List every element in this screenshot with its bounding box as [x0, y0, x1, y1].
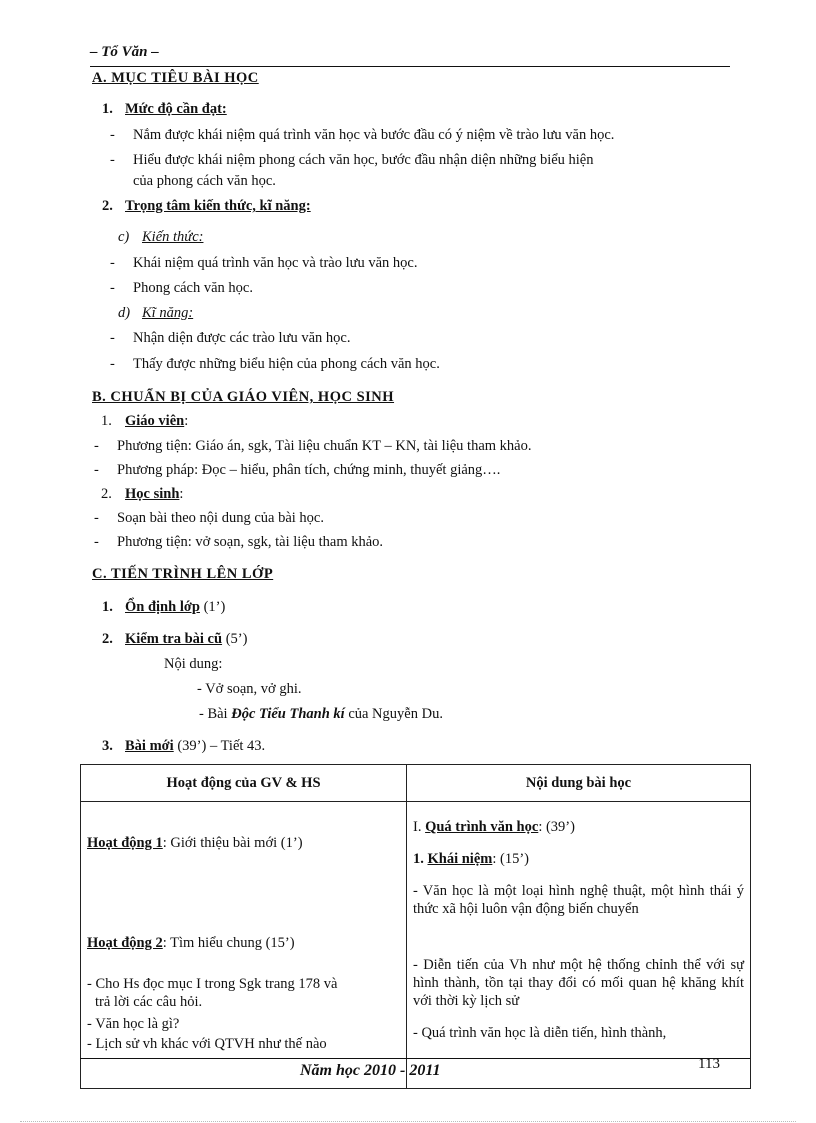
activity-1-label: Hoạt động 1	[87, 835, 163, 851]
section-c-title: C. TIẾN TRÌNH LÊN LỚP	[92, 566, 274, 582]
b-item2-label-wrap	[125, 486, 183, 503]
bullet-dash: -	[110, 330, 115, 346]
c-item2-num: 2.	[102, 631, 113, 647]
c-item3-label: Bài mới	[125, 738, 174, 754]
c-label: Kiến thức:	[142, 229, 204, 245]
content-heading-1-label: Quá trình văn học	[425, 819, 539, 835]
activity-line: trả lời các câu hỏi.	[95, 994, 203, 1010]
b-item1-bullet: Phương pháp: Đọc – hiểu, phân tích, chứng minh, thuyết giảng….	[117, 462, 501, 478]
table-header-content: Nội dung bài học	[407, 765, 751, 802]
content-heading-1-time: : (39’)	[538, 819, 575, 835]
bullet-dash: -	[94, 534, 99, 550]
c-item3-num: 3.	[102, 738, 113, 754]
a-item1-bullet: Nắm được khái niệm quá trình văn học và bước đầu có ý niệm về trào lưu văn học.	[133, 127, 615, 143]
content-paragraph: - Diễn tiến của Vh như một hệ thống chỉnh thể với sự hình thành, tồn tại thay đổi có mối quan hệ khăng khít với thời kỳ lịch sử	[413, 957, 744, 1009]
d-label: Kĩ năng:	[142, 305, 194, 321]
b-item1-colon: :	[184, 413, 189, 429]
bullet-dash: -	[110, 152, 115, 168]
b-item1-bullet: Phương tiện: Giáo án, sgk, Tài liệu chuẩn KT – KN, tài liệu tham khảo.	[117, 438, 532, 454]
activity-line: - Văn học là gì?	[87, 1016, 180, 1032]
section-a-title: A. MỤC TIÊU BÀI HỌC	[92, 70, 259, 86]
content-line-2-pre: - Bài	[199, 706, 232, 722]
content-heading-2-time: : (15’)	[492, 851, 529, 867]
activity-1	[87, 834, 400, 852]
a-item2-label: Trọng tâm kiến thức, kĩ năng:	[125, 198, 311, 214]
lesson-table	[80, 764, 751, 1089]
header-rule	[90, 66, 730, 67]
bullet-dash: -	[110, 280, 115, 296]
table-row	[81, 802, 751, 1089]
content-paragraph: - Quá trình văn học là diễn tiến, hình thành,	[413, 1025, 667, 1041]
content-paragraph: - Văn học là một loại hình nghệ thuật, một hình thái ý thức xã hội luôn vận động biến chuyển	[413, 883, 744, 917]
content-heading-1-num: I.	[413, 819, 426, 835]
activity-2	[87, 934, 400, 952]
bullet-dash: -	[110, 356, 115, 372]
d-bullet: Nhận diện được các trào lưu văn học.	[133, 330, 351, 346]
b-item2-bullet: Phương tiện: vở soạn, sgk, tài liệu tham khảo.	[117, 534, 384, 550]
b-item2-num: 2.	[101, 486, 112, 502]
activity-2-text: : Tìm hiểu chung (15’)	[162, 935, 295, 951]
c-item1-label: Ổn định lớp	[125, 599, 200, 615]
bullet-dash: -	[110, 127, 115, 143]
b-item2-label: Học sinh	[125, 486, 180, 502]
b-item1-label: Giáo viên	[125, 413, 185, 429]
content-label: Nội dung:	[164, 656, 223, 672]
content-heading-2-label: Khái niệm	[427, 851, 493, 867]
section-b-title: B. CHUẨN BỊ CỦA GIÁO VIÊN, HỌC SINH	[92, 389, 395, 405]
d-bullet: Thấy được những biểu hiện của phong cách văn học.	[133, 356, 440, 372]
page-number: 113	[698, 1056, 720, 1072]
c-item2-time: (5’)	[222, 631, 248, 647]
b-item2-bullet: Soạn bài theo nội dung của bài học.	[117, 510, 324, 526]
content-heading-1	[413, 818, 744, 836]
activity-line: - Lịch sử vh khác với QTVH như thế nào	[87, 1036, 327, 1052]
b-item1-label-wrap	[125, 413, 188, 430]
footer-school-year: Năm học 2010 - 2011	[300, 1062, 441, 1079]
activity-cell	[81, 802, 407, 1089]
bullet-dash: -	[110, 255, 115, 271]
activity-1-text: : Giới thiệu bài mới (1’)	[162, 835, 303, 851]
c-item2-wrap	[125, 631, 247, 648]
b-item2-colon: :	[179, 486, 184, 502]
c-item3-wrap	[125, 738, 265, 755]
bullet-dash: -	[94, 438, 99, 454]
page-edge-dots	[20, 1121, 796, 1122]
bullet-dash: -	[94, 510, 99, 526]
c-item1-wrap	[125, 599, 225, 616]
a-item2-num: 2.	[102, 198, 113, 214]
a-item1-bullet-cont: của phong cách văn học.	[133, 173, 276, 189]
footer-rule	[80, 1058, 750, 1059]
c-item2-label: Kiểm tra bài cũ	[125, 631, 223, 647]
table-header-activity: Hoạt động của GV & HS	[81, 765, 407, 802]
content-cell	[407, 802, 751, 1089]
activity-line: - Cho Hs đọc mục I trong Sgk trang 178 và	[87, 976, 338, 992]
c-item3-time: (39’) – Tiết 43.	[173, 738, 266, 754]
content-line-1: - Vở soạn, vở ghi.	[197, 681, 302, 697]
page-header: – Tổ Văn –	[90, 44, 159, 60]
c-num: c)	[118, 229, 130, 245]
a-item1-label: Mức độ cần đạt:	[125, 101, 227, 117]
work-title: Độc Tiểu Thanh kí	[231, 706, 345, 722]
content-heading-2-num: 1.	[413, 851, 428, 867]
c-item1-time: (1’)	[199, 599, 226, 615]
c-item1-num: 1.	[102, 599, 113, 615]
content-heading-2	[413, 850, 744, 868]
c-bullet: Phong cách văn học.	[133, 280, 253, 296]
b-item1-num: 1.	[101, 413, 112, 429]
d-num: d)	[118, 305, 131, 321]
bullet-dash: -	[94, 462, 99, 478]
a-item1-bullet: Hiểu được khái niệm phong cách văn học, bước đầu nhận diện những biểu hiện	[133, 152, 594, 168]
content-line-2-post: của Nguyễn Du.	[344, 706, 443, 722]
content-line-2	[199, 706, 443, 723]
activity-2-label: Hoạt động 2	[87, 935, 163, 951]
table-header-row	[81, 765, 751, 802]
c-bullet: Khái niệm quá trình văn học và trào lưu văn học.	[133, 255, 418, 271]
a-item1-num: 1.	[102, 101, 113, 117]
